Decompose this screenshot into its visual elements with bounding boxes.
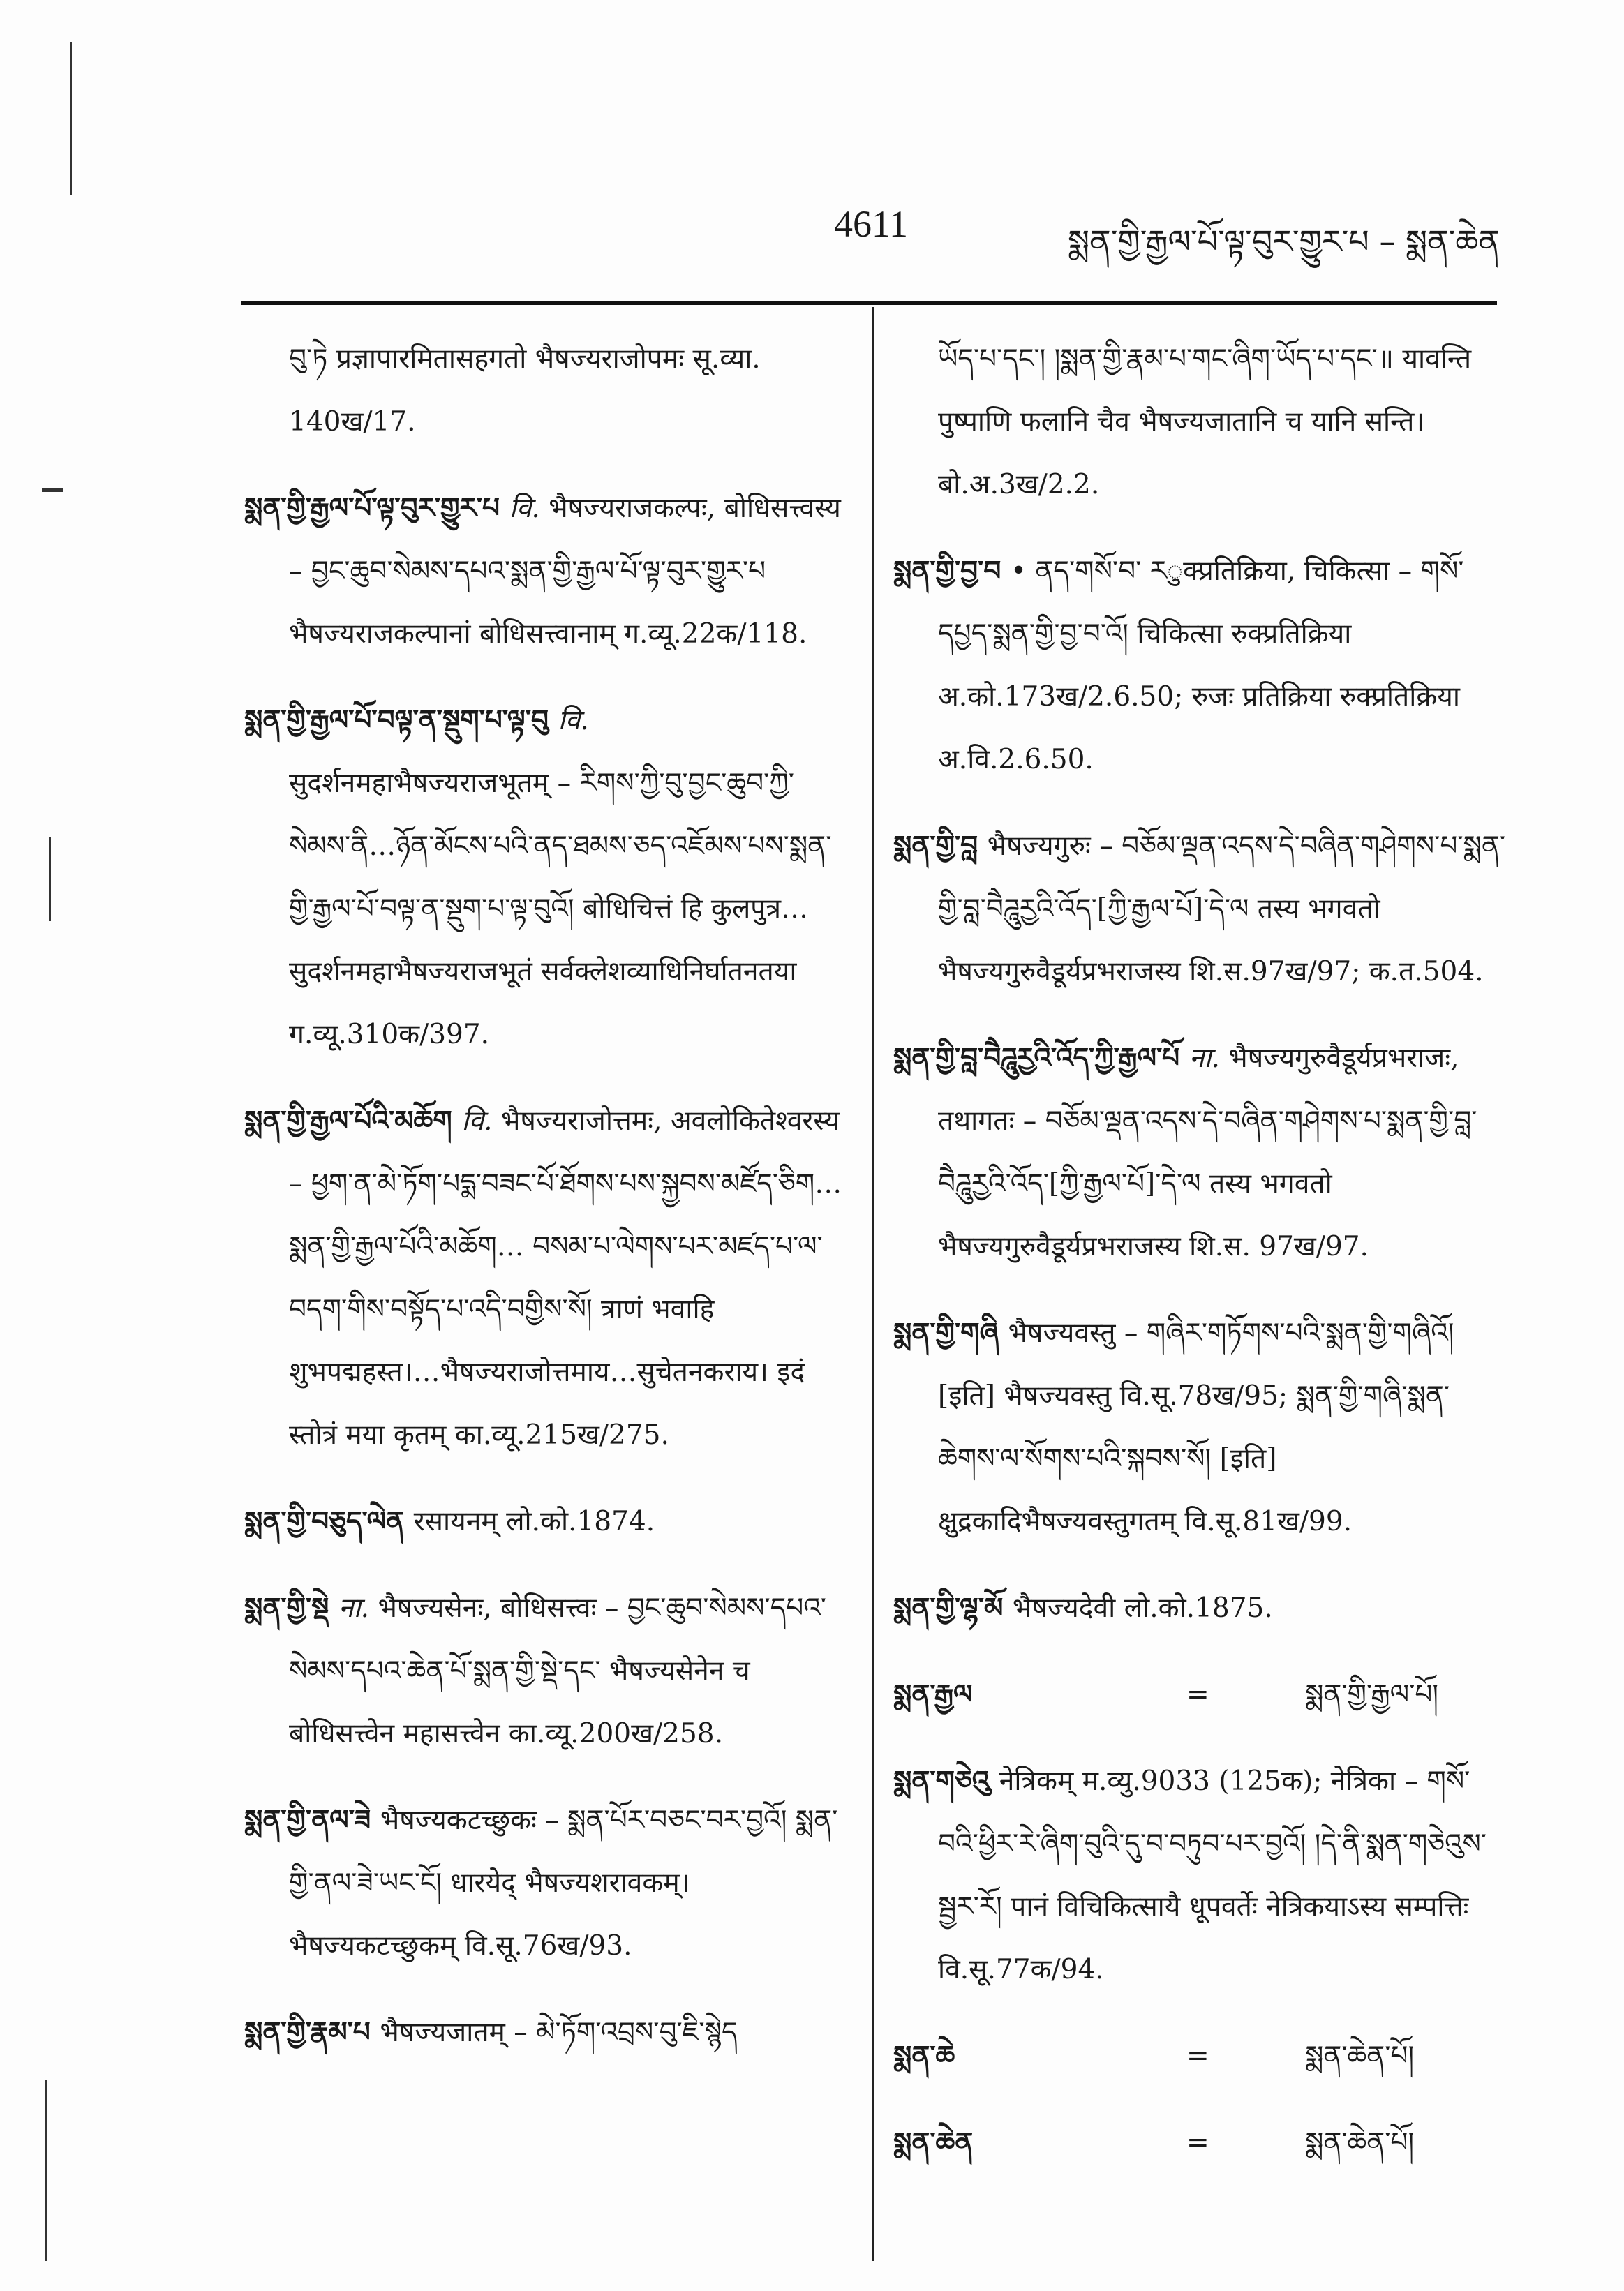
dictionary-entry [244,477,844,666]
entry-body: • ནད་གསོ་བ་ རुक्प्रतिक्रिया, चिकित्सा – གསོ་དཔྱད་སྨན་གྱི་བྱ་བ་འོ། चिकित्सा रुक्प्रतिक्रिया अ.को.173ख/2.6.50; रुजः प्रतिक्रिया रुक्प्रतिक्रिया अ.वि.2.6.50. [938,555,1464,775]
headword: སྨན་གྱི་བླ [893,830,988,862]
entry-body: भैषज्यकटच्छुकः – སྨན་པོར་བཅང་བར་བྱའོ། སྨན་གྱི་ནལ་ཟེ་ཡང་ངོ། धारयेद् भैषज्यशरावकम्। भैषज्यकटच्छुकम् वि.सू.76ख/93. [289,1805,838,1962]
headword: སྨན་གཅེའུ [893,1766,999,1797]
column-divider [872,307,874,2261]
entry-continuation [244,328,844,454]
equals-sign: = [1186,2040,1209,2072]
grammar-label: ना. [1189,1043,1229,1074]
cross-reference-target: སྨན་གྱི་རྒྱལ་པོ། [1305,1679,1439,1710]
entry-body: सुदर्शनमहाभैषज्यराजभूतम् – རིགས་ཀྱི་བུ་བྱང་ཆུབ་ཀྱི་སེམས་ནི…ཉོན་མོངས་པའི་ནད་ཐམས་ཅད་འཇོམས་པས་སྨན་གྱི་རྒྱལ་པོ་བལྟ་ན་སྡུག་པ་ལྟ་བུའོ། बोधिचित्तं हि कुलपुत्र…सुदर्शनमहाभैषज्यराजभूतं सर्वक्लेशव्याधिनिर्घातनतया ग.व्यू.310क/397. [289,768,832,1050]
grammar-label: ना. [338,1592,378,1624]
dictionary-entry [893,540,1507,791]
dictionary-entry [893,1750,1507,2001]
dictionary-entry [244,1789,844,1978]
headword: སྨན་ཆེ [893,2040,955,2072]
headword: སྨན་གྱི་བཅུད་ལེན [244,1506,414,1537]
entry-continuation [893,328,1507,516]
entry-body: भैषज्यसेनः, बोधिसत्त्वः – བྱང་ཆུབ་སེམས་དཔའ་སེམས་དཔའ་ཆེན་པོ་སྨན་གྱི་སྡེ་དང་ भैषज्यसेनेन च बोधिसत्त्वेन महासत्त्वेन का.व्यू.200ख/258. [289,1592,826,1749]
entry-body: भैषज्यराजोत्तमः, अवलोकितेश्वरस्य – ཕྱག་ན་མེ་ཏོག་པདྨ་བཟང་པོ་ཐོགས་པས་སྐྱབས་མཛོད་ཅིག… སྨན་གྱི་རྒྱལ་པོའི་མཆོག… བསམ་པ་ལེགས་པར་མཛད་པ་ལ་བདག་གིས་བསྟོད་པ་འདི་བགྱིས་སོ། त्राणं भवाहि शुभपद्महस्त।…भैषज्यराजोत्तमाय…सुचेतनकराय। इदं स्तोत्रं मया कृतम् का.व्यू.215ख/275. [289,1105,842,1451]
headword: སྨན་གྱི་བླ་བཻཌཱུརྱའི་འོད་ཀྱི་རྒྱལ་པོ [893,1043,1189,1074]
dictionary-entry [244,689,844,1066]
entry-body: नेत्रिकम् म.व्यु.9033 (125क); नेत्रिका – གསོ་བའི་ཕྱིར་རེ་ཞིག་བུའི་དུ་བ་བཏུབ་པར་བྱའོ། །དེ་ནི་སྨན་གཅེའུས་སྦྱར་རོ། पानं विचिकित्सायै धूपवर्तेः नेत्रिकयाऽस्य सम्पत्तिः वि.सू.77क/94. [938,1766,1487,1985]
headword: སྨན་གྱི་རྒྱལ་པོའི་མཆོག [244,1105,462,1137]
equals-sign: = [1186,2127,1209,2158]
headword: སྨན་གྱི་གཞི [893,1318,1008,1349]
entry-body: भैषज्यराजकल्पः, बोधिसत्त्वस्य – བྱང་ཆུབ་སེམས་དཔའ་སྨན་གྱི་རྒྱལ་པོ་ལྟ་བུར་གྱུར་པ भैषज्यराजकल्पानां बोधिसत्त्वानाम् ग.व्यू.22क/118. [289,493,841,650]
dictionary-entry [893,815,1507,1003]
dictionary-entry [244,1090,844,1467]
dictionary-entry [893,1027,1507,1278]
grammar-label: वि. [558,705,589,736]
entry-body: भैषज्यगुरुवैडूर्यप्रभराजः, तथागतः – བཅོམ་ལྡན་འདས་དེ་བཞིན་གཤེགས་པ་སྨན་གྱི་བླ་བཻཌཱུརྱའི་འོད་[ཀྱི་རྒྱལ་པོ]་དེ་ལ तस्य भगवतो भैषज्यगुरुवैडूर्यप्रभराजस्य शि.स. 97ख/97. [938,1043,1477,1262]
margin-scan-marks [42,42,63,2275]
dictionary-entry [244,1577,844,1766]
running-head: སྨན་གྱི་རྒྱལ་པོ་ལྟ་བུར་གྱུར་པ – སྨན་ཆེན [1068,223,1500,260]
left-column [244,328,844,2088]
entry-body: བུ་ཏེ प्रज्ञापारमितासहगतो भैषज्यराजोपमः सू.व्या. 140ख/17. [289,343,761,438]
right-column [893,328,1507,2198]
headword: སྨན་གྱི་ནལ་ཟེ [244,1805,380,1836]
headword: སྨན་གྱི་སྡེ [244,1592,338,1624]
grammar-label: वि. [509,493,549,524]
entry-body: भैषज्यजातम् – མེ་ཏོག་འབྲས་བུ་ཇི་སྙེད [380,2017,738,2048]
headword: སྨན་ཆེན [893,2127,974,2158]
dictionary-entry [244,2001,844,2064]
cross-reference-target: སྨན་ཆེན་པོ། [1305,2127,1415,2158]
dictionary-entry [244,1491,844,1553]
header-rule [241,301,1497,305]
headword: སྨན་གྱི་རྒྱལ་པོ་ལྟ་བུར་གྱུར་པ [244,493,509,524]
dictionary-entry [893,1577,1507,1640]
entry-body: ཡོད་པ་དང་། །སྨན་གྱི་རྣམ་པ་གང་ཞིག་ཡོད་པ་དང་॥ यावन्ति पुष्पाणि फलानि चैव भैषज्यजातानि च यानि सन्ति। बो.अ.3ख/2.2. [938,343,1472,500]
entry-body: भैषज्यदेवी लो.को.1875. [1012,1592,1273,1624]
headword: སྨན་གྱི་བྱ་བ [893,555,1011,587]
entry-body: रसायनम् लो.को.1874. [413,1506,655,1537]
page-number: 4611 [834,203,908,245]
cross-reference-entry [893,1664,1507,1726]
cross-reference-entry [893,2112,1507,2174]
headword: སྨན་གྱི་རྒྱལ་པོ་བལྟ་ན་སྡུག་པ་ལྟ་བུ [244,705,558,736]
grammar-label: वि. [461,1105,501,1137]
cross-reference-target: སྨན་ཆེན་པོ། [1305,2040,1415,2072]
headword: སྨན་གྱི་ལྷ་མོ [893,1592,1013,1624]
entry-body: भैषज्यगुरुः – བཅོམ་ལྡན་འདས་དེ་བཞིན་གཤེགས་པ་སྨན་གྱི་བླ་བཻཌཱུརྱའི་འོད་[ཀྱི་རྒྱལ་པོ]་དེ་ལ तस्य भगवतो भैषज्यगुरुवैडूर्यप्रभराजस्य शि.स.97ख/97; क.त.504. [938,830,1506,987]
equals-sign: = [1186,1679,1209,1710]
dictionary-entry [893,1302,1507,1553]
entry-body: भैषज्यवस्तु – གཞིར་གཏོགས་པའི་སྨན་གྱི་གཞིའོ། [इति] भैषज्यवस्तु वि.सू.78ख/95; སྨན་གྱི་གཞི་སྨན་ཆེགས་ལ་སོགས་པའི་སྐབས་སོ། [इति] क्षुद्रकादिभैषज्यवस्तुगतम् वि.सू.81ख/99. [938,1318,1454,1537]
cross-reference-entry [893,2025,1507,2088]
headword: སྨན་རྒྱལ [893,1679,973,1710]
headword: སྨན་གྱི་རྣམ་པ [244,2017,380,2048]
